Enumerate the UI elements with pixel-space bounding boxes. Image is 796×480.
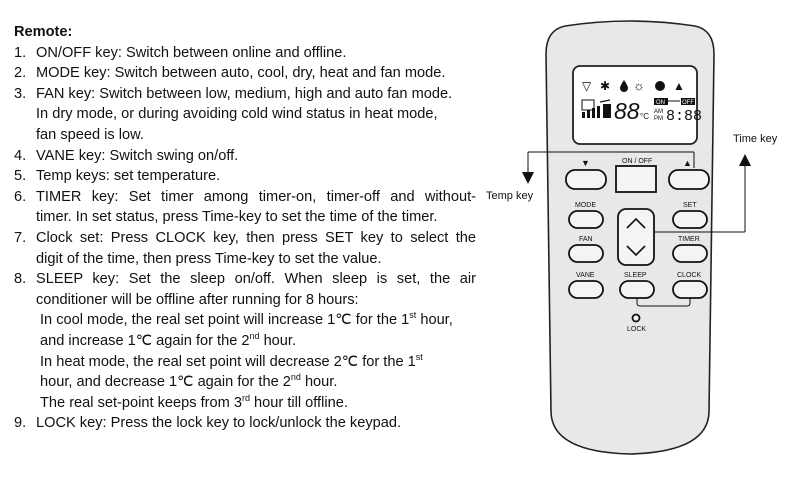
snowflake-icon: ✱	[600, 79, 611, 93]
set-label: SET	[683, 202, 697, 209]
fan-button[interactable]	[569, 245, 603, 262]
set-button[interactable]	[673, 211, 707, 228]
temp-up-button[interactable]	[669, 170, 709, 189]
temp-down-button[interactable]	[566, 170, 606, 189]
sleep-button[interactable]	[620, 281, 654, 298]
item-text: LOCK key: Press the lock key to lock/unlock the keypad.	[36, 415, 402, 432]
time-key-button[interactable]	[618, 209, 654, 265]
item-number: 4.	[14, 147, 27, 164]
item-number: 3.	[14, 85, 27, 102]
item-number: 2.	[14, 65, 27, 82]
pm-label: PM	[654, 116, 663, 122]
item-text: VANE key: Switch swing on/off.	[36, 147, 239, 164]
section-title: Remote:	[14, 24, 73, 40]
fan-triangle-icon: ▲	[673, 79, 685, 93]
mode-label: MODE	[575, 202, 596, 209]
on-label: ON	[656, 100, 665, 106]
temp-key-label: Temp key	[486, 190, 534, 202]
item-text-line: timer. In set status, press Time-key to set the time of the timer.	[36, 209, 438, 226]
lock-label: LOCK	[627, 326, 647, 333]
item-text-line: FAN key: Switch between low, medium, high and auto fan mode.	[36, 85, 453, 102]
time-digits: 8:88	[666, 108, 703, 125]
mode-button[interactable]	[569, 211, 603, 228]
item-text: MODE key: Switch between auto, cool, dry, heat and fan mode.	[36, 65, 446, 82]
fan-speed-bar-4	[597, 106, 600, 118]
item-text-line: fan speed is low.	[36, 126, 144, 143]
sleep-cool-line-1: In cool mode, the real set point will increase 1℃ for the 1st hour,	[40, 310, 453, 329]
item-number: 7.	[14, 229, 27, 246]
item-number: 6.	[14, 188, 27, 205]
fan-speed-bar-1	[582, 112, 585, 118]
item-text-line: digit of the time, then press Time-key to set the value.	[36, 250, 382, 267]
sun-icon: ☼	[633, 78, 645, 93]
sleep-heat-line-1: In heat mode, the real set point will decrease 2℃ for the 1st	[40, 351, 423, 370]
timer-label: TIMER	[678, 236, 700, 243]
temp-unit: °C	[640, 112, 649, 121]
on-off-button[interactable]	[616, 166, 656, 192]
item-text-line: conditioner will be offline after running for 8 hours:	[36, 291, 359, 308]
item-number: 5.	[14, 168, 27, 185]
fan-label: FAN	[579, 236, 593, 243]
sleep-cool-line-2: and increase 1℃ again for the 2nd hour.	[40, 330, 297, 349]
temp-digits: 88	[614, 98, 640, 124]
item-text: ON/OFF key: Switch between online and offline.	[36, 44, 347, 61]
off-label: OFF	[682, 100, 694, 106]
sleep-keep-line: The real set-point keeps from 3rd hour till offline.	[40, 392, 348, 411]
item-text: Temp keys: set temperature.	[36, 168, 221, 185]
item-text-line: SLEEP key: Set the sleep on/off. When sleep is set, the air	[36, 271, 476, 288]
clock-label: CLOCK	[677, 272, 702, 279]
item-number: 1.	[14, 44, 27, 61]
vane-label: VANE	[576, 272, 595, 279]
item-text-line: TIMER key: Set timer among timer-on, timer-off and without-	[36, 188, 476, 205]
temp-callout-arrowhead	[522, 172, 534, 184]
dot-icon	[655, 81, 665, 91]
item-text-line: Clock set: Press CLOCK key, then press SET key to select the	[36, 229, 476, 246]
item-number: 9.	[14, 415, 27, 432]
fan-speed-bar-2	[587, 110, 590, 118]
vane-bar	[603, 104, 611, 118]
sleep-heat-line-2: hour, and decrease 1℃ again for the 2nd hour.	[40, 372, 338, 391]
time-callout-arrowhead	[739, 154, 751, 166]
temp-down-label: ▼	[581, 158, 590, 168]
fan-speed-bar-3	[592, 108, 595, 118]
timer-button[interactable]	[673, 245, 707, 262]
am-label: AM	[654, 109, 663, 115]
temp-up-label: ▲	[683, 158, 692, 168]
sleep-label: SLEEP	[624, 272, 647, 279]
clock-button[interactable]	[673, 281, 707, 298]
on-off-label: ON / OFF	[622, 158, 653, 165]
item-number: 8.	[14, 271, 27, 288]
vane-button[interactable]	[569, 281, 603, 298]
heat-cool-triangle-icon: ▽	[582, 79, 592, 93]
item-text-line: In dry mode, or during avoiding cold wind status in heat mode,	[36, 106, 438, 123]
time-key-label: Time key	[733, 133, 778, 145]
lock-button[interactable]	[633, 315, 640, 322]
